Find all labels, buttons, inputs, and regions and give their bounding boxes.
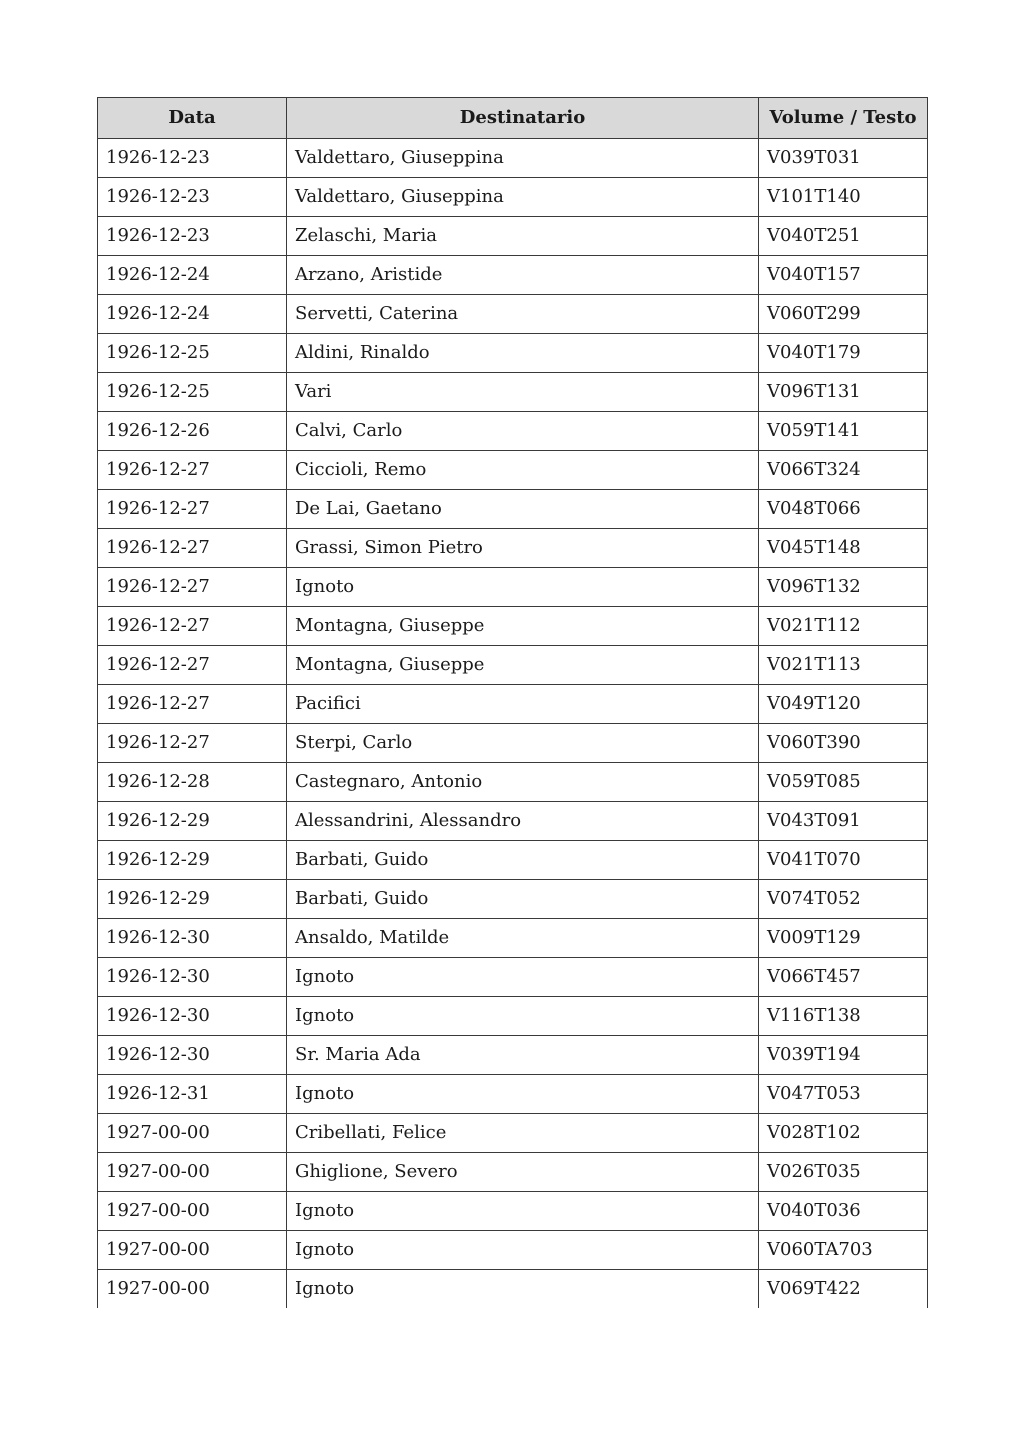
- table-row: [98, 763, 928, 802]
- cell-date: 1926-12-23: [98, 178, 287, 217]
- table-row: [98, 295, 928, 334]
- cell-recipient: Ansaldo, Matilde: [287, 919, 759, 958]
- cell-volume: V101T140: [759, 178, 928, 217]
- table-row: [98, 529, 928, 568]
- cell-recipient: Valdettaro, Giuseppina: [287, 139, 759, 178]
- cell-date: 1926-12-27: [98, 568, 287, 607]
- table-row: [98, 1036, 928, 1075]
- cell-recipient: Ignoto: [287, 1075, 759, 1114]
- cell-date: 1926-12-28: [98, 763, 287, 802]
- cell-date: 1926-12-23: [98, 139, 287, 178]
- cell-date: 1926-12-26: [98, 412, 287, 451]
- cell-recipient: Castegnaro, Antonio: [287, 763, 759, 802]
- table-row: [98, 646, 928, 685]
- cell-recipient: Ignoto: [287, 568, 759, 607]
- cell-recipient: Ignoto: [287, 997, 759, 1036]
- cell-recipient: Sr. Maria Ada: [287, 1036, 759, 1075]
- cell-volume: V041T070: [759, 841, 928, 880]
- cell-recipient: Zelaschi, Maria: [287, 217, 759, 256]
- table-row: [98, 1075, 928, 1114]
- cell-recipient: Arzano, Aristide: [287, 256, 759, 295]
- cell-recipient: Valdettaro, Giuseppina: [287, 178, 759, 217]
- cell-volume: V116T138: [759, 997, 928, 1036]
- table-row: [98, 412, 928, 451]
- table-row: [98, 1114, 928, 1153]
- cell-recipient: Sterpi, Carlo: [287, 724, 759, 763]
- table-row: [98, 1270, 928, 1309]
- cell-date: 1927-00-00: [98, 1114, 287, 1153]
- table-row: [98, 490, 928, 529]
- cell-recipient: Ciccioli, Remo: [287, 451, 759, 490]
- header-row: [98, 98, 928, 139]
- cell-volume: V039T031: [759, 139, 928, 178]
- table-row: [98, 217, 928, 256]
- cell-volume: V096T132: [759, 568, 928, 607]
- table-row: [98, 880, 928, 919]
- cell-volume: V039T194: [759, 1036, 928, 1075]
- cell-date: 1926-12-29: [98, 880, 287, 919]
- cell-date: 1926-12-30: [98, 919, 287, 958]
- cell-date: 1926-12-29: [98, 802, 287, 841]
- cell-recipient: Montagna, Giuseppe: [287, 646, 759, 685]
- cell-recipient: Barbati, Guido: [287, 880, 759, 919]
- table-row: [98, 724, 928, 763]
- cell-volume: V043T091: [759, 802, 928, 841]
- cell-recipient: Calvi, Carlo: [287, 412, 759, 451]
- cell-volume: V066T457: [759, 958, 928, 997]
- cell-date: 1927-00-00: [98, 1231, 287, 1270]
- cell-recipient: Ghiglione, Severo: [287, 1153, 759, 1192]
- table-row: [98, 685, 928, 724]
- table-row: [98, 607, 928, 646]
- cell-volume: V047T053: [759, 1075, 928, 1114]
- cell-date: 1926-12-27: [98, 529, 287, 568]
- table-row: [98, 919, 928, 958]
- cell-date: 1926-12-24: [98, 295, 287, 334]
- table-row: [98, 451, 928, 490]
- cell-volume: V021T113: [759, 646, 928, 685]
- cell-recipient: Alessandrini, Alessandro: [287, 802, 759, 841]
- cell-recipient: Grassi, Simon Pietro: [287, 529, 759, 568]
- cell-volume: V059T085: [759, 763, 928, 802]
- cell-date: 1926-12-27: [98, 490, 287, 529]
- cell-recipient: Vari: [287, 373, 759, 412]
- cell-date: 1927-00-00: [98, 1153, 287, 1192]
- table-row: [98, 1231, 928, 1270]
- cell-volume: V040T251: [759, 217, 928, 256]
- cell-volume: V049T120: [759, 685, 928, 724]
- header-date: Data: [98, 98, 287, 139]
- table-row: [98, 1192, 928, 1231]
- cell-volume: V060TA703: [759, 1231, 928, 1270]
- cell-volume: V060T299: [759, 295, 928, 334]
- cell-recipient: Ignoto: [287, 1270, 759, 1309]
- cell-date: 1926-12-27: [98, 724, 287, 763]
- cell-volume: V066T324: [759, 451, 928, 490]
- cell-volume: V060T390: [759, 724, 928, 763]
- table-body: [98, 139, 928, 1309]
- cell-recipient: Ignoto: [287, 1192, 759, 1231]
- cell-date: 1926-12-25: [98, 334, 287, 373]
- cell-recipient: Cribellati, Felice: [287, 1114, 759, 1153]
- header-volume: Volume / Testo: [759, 98, 928, 139]
- cell-date: 1926-12-25: [98, 373, 287, 412]
- table-row: [98, 958, 928, 997]
- letters-table: [97, 97, 928, 1308]
- table-row: [98, 334, 928, 373]
- cell-date: 1926-12-31: [98, 1075, 287, 1114]
- cell-date: 1926-12-27: [98, 646, 287, 685]
- cell-date: 1926-12-24: [98, 256, 287, 295]
- cell-date: 1927-00-00: [98, 1270, 287, 1309]
- table-row: [98, 178, 928, 217]
- cell-date: 1927-00-00: [98, 1192, 287, 1231]
- cell-volume: V048T066: [759, 490, 928, 529]
- cell-date: 1926-12-27: [98, 607, 287, 646]
- cell-date: 1926-12-27: [98, 451, 287, 490]
- cell-recipient: De Lai, Gaetano: [287, 490, 759, 529]
- header-recipient: Destinatario: [287, 98, 759, 139]
- cell-date: 1926-12-30: [98, 958, 287, 997]
- cell-volume: V040T036: [759, 1192, 928, 1231]
- cell-recipient: Ignoto: [287, 958, 759, 997]
- cell-volume: V021T112: [759, 607, 928, 646]
- cell-date: 1926-12-27: [98, 685, 287, 724]
- cell-date: 1926-12-29: [98, 841, 287, 880]
- cell-volume: V009T129: [759, 919, 928, 958]
- table-row: [98, 568, 928, 607]
- cell-volume: V040T157: [759, 256, 928, 295]
- table-header: [98, 98, 928, 139]
- cell-recipient: Barbati, Guido: [287, 841, 759, 880]
- cell-date: 1926-12-30: [98, 1036, 287, 1075]
- cell-recipient: Servetti, Caterina: [287, 295, 759, 334]
- table-row: [98, 139, 928, 178]
- cell-volume: V026T035: [759, 1153, 928, 1192]
- table-row: [98, 256, 928, 295]
- cell-volume: V096T131: [759, 373, 928, 412]
- table-row: [98, 802, 928, 841]
- cell-volume: V074T052: [759, 880, 928, 919]
- table-row: [98, 1153, 928, 1192]
- cell-volume: V059T141: [759, 412, 928, 451]
- cell-recipient: Aldini, Rinaldo: [287, 334, 759, 373]
- cell-volume: V028T102: [759, 1114, 928, 1153]
- table-row: [98, 841, 928, 880]
- cell-volume: V069T422: [759, 1270, 928, 1309]
- cell-recipient: Pacifici: [287, 685, 759, 724]
- cell-date: 1926-12-30: [98, 997, 287, 1036]
- table-row: [98, 997, 928, 1036]
- cell-recipient: Ignoto: [287, 1231, 759, 1270]
- cell-volume: V045T148: [759, 529, 928, 568]
- cell-recipient: Montagna, Giuseppe: [287, 607, 759, 646]
- cell-volume: V040T179: [759, 334, 928, 373]
- cell-date: 1926-12-23: [98, 217, 287, 256]
- table-row: [98, 373, 928, 412]
